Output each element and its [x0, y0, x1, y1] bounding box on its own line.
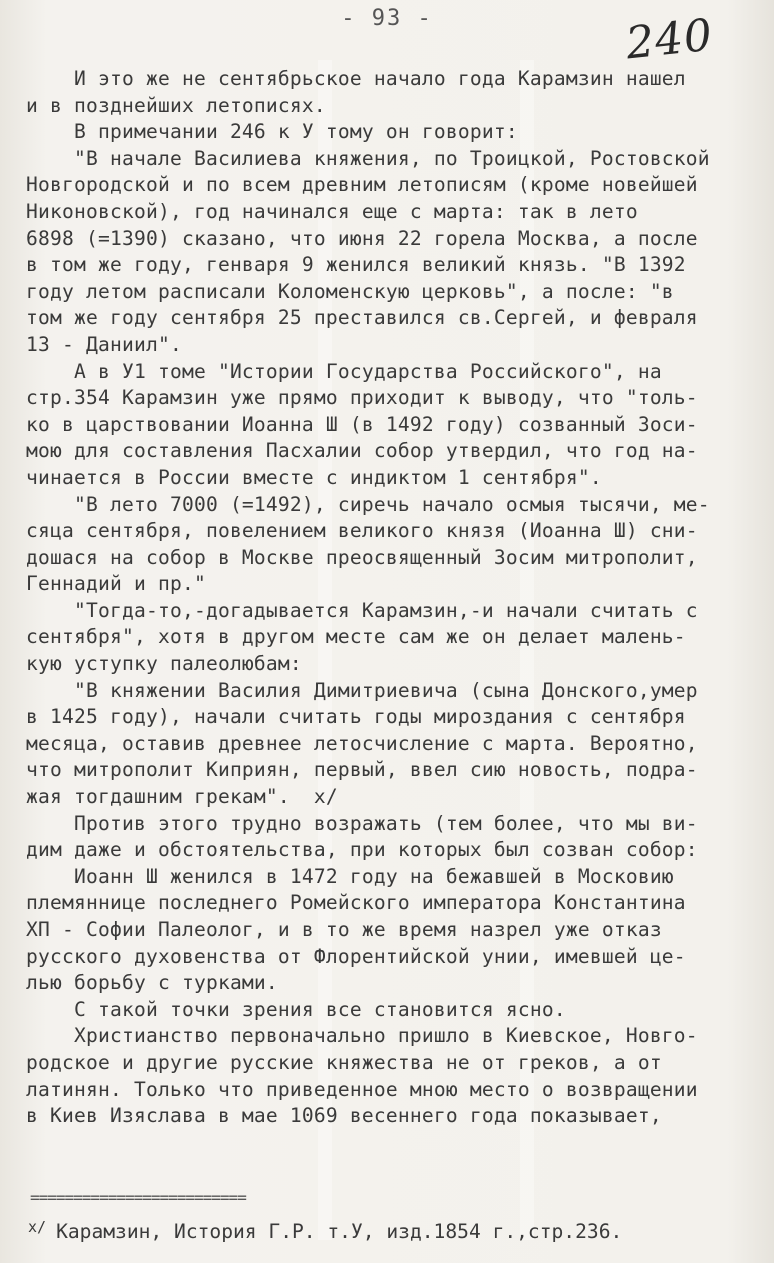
text-line: дим даже и обстоятельства, при которых был созван собор: [26, 838, 698, 862]
text-line: лью борьбу с турками. [26, 971, 278, 995]
text-line: 13 - Даниил". [26, 332, 182, 356]
text-line: В примечании 246 к У тому он говорит: [26, 120, 518, 144]
text-line: кую уступку палеолюбам: [26, 652, 302, 676]
text-line: "В лето 7000 (=1492), сиречь начало осмыя тысячи, ме- [26, 492, 710, 516]
text-line: мою для составления Пасхалии собор утвердил, что год на- [26, 439, 698, 463]
text-line: и в позднейших летописях. [26, 93, 326, 117]
text-line: стр.354 Карамзин уже прямо приходит к выводу, что "толь- [26, 386, 698, 410]
text-line: дошася на собор в Москве преосвященный Зосим митрополит, [26, 545, 698, 569]
text-line: том же году сентября 25 преставился св.Сергей, и февраля [26, 306, 698, 330]
body-text [26, 66, 766, 1130]
text-line: месяца, оставив древнее летосчисление с марта. Вероятно, [26, 731, 698, 755]
text-line: сяца сентября, повелением великого князя (Иоанна Ш) сни- [26, 519, 698, 543]
text-line: "В начале Василиева княжения, по Троицкой, Ростовской [26, 146, 710, 170]
text-line: сентября", хотя в другом месте сам же он делает малень- [26, 625, 686, 649]
text-line: в том же году, генваря 9 женился великий князь. "В 1392 [26, 253, 686, 277]
text-line: латинян. Только что приведенное мною место о возвращении [26, 1077, 698, 1101]
text-line: что митрополит Киприян, первый, ввел сию новость, подра- [26, 758, 698, 782]
footnote [28, 1214, 748, 1245]
text-line: ко в царствовании Иоанна Ш (в 1492 году) созванный Зоси- [26, 412, 698, 436]
text-line: 6898 (=1390) сказано, что июня 22 горела Москва, а после [26, 226, 698, 250]
text-line: А в У1 томе "Истории Государства Российского", на [26, 359, 662, 383]
text-line: "Тогда-то,-догадывается Карамзин,-и начали считать с [26, 598, 698, 622]
text-line: ХП - Софии Палеолог, и в то же время назрел уже отказ [26, 918, 662, 941]
handwritten-page-number: 240 [623, 9, 716, 70]
text-line: "В княжении Василия Димитриевича (сына Донского,умер [26, 678, 698, 702]
footnote-text: Карамзин, История Г.Р. т.У, изд.1854 г.,стр.236. [56, 1220, 623, 1243]
text-line: И это же не сентябрьское начало года Карамзин нашел [26, 67, 686, 90]
text-line: родское и другие русские княжества не от греков, а от [26, 1050, 662, 1074]
text-line: племяннице последнего Ромейского императора Константина [26, 891, 686, 915]
text-line: С такой точки зрения все становится ясно. [26, 997, 566, 1021]
text-line: Никоновской), год начинался еще с марта: так в лето [26, 199, 638, 223]
text-line: в 1425 году), начали считать годы мироздания с сентября [26, 705, 686, 729]
text-line: Геннадий и пр." [26, 572, 206, 596]
text-line: году летом расписали Коломенскую церковь", а после: "в [26, 279, 674, 303]
text-line: чинается в России вместе с индиктом 1 сентября". [26, 465, 602, 489]
text-line: в Киев Изяслава в мае 1069 весеннего года показывает, [26, 1104, 662, 1128]
footnote-separator: ========================= [30, 1188, 246, 1207]
text-line: Новгородской и по всем древним летописям (кроме новейшей [26, 173, 698, 197]
text-line: Христианство первоначально пришло в Киевское, Новго- [26, 1024, 698, 1048]
footnote-mark: х/ [28, 1218, 47, 1236]
text-line: Иоанн Ш женился в 1472 году на бежавшей в Московию [26, 864, 674, 888]
text-line: Против этого трудно возражать (тем более, что мы ви- [26, 811, 698, 835]
page-number: - 93 - [341, 6, 433, 31]
text-line: русского духовенства от Флорентийской унии, имевшей це- [26, 944, 686, 968]
text-line: жая тогдашним грекам". х/ [26, 785, 338, 809]
